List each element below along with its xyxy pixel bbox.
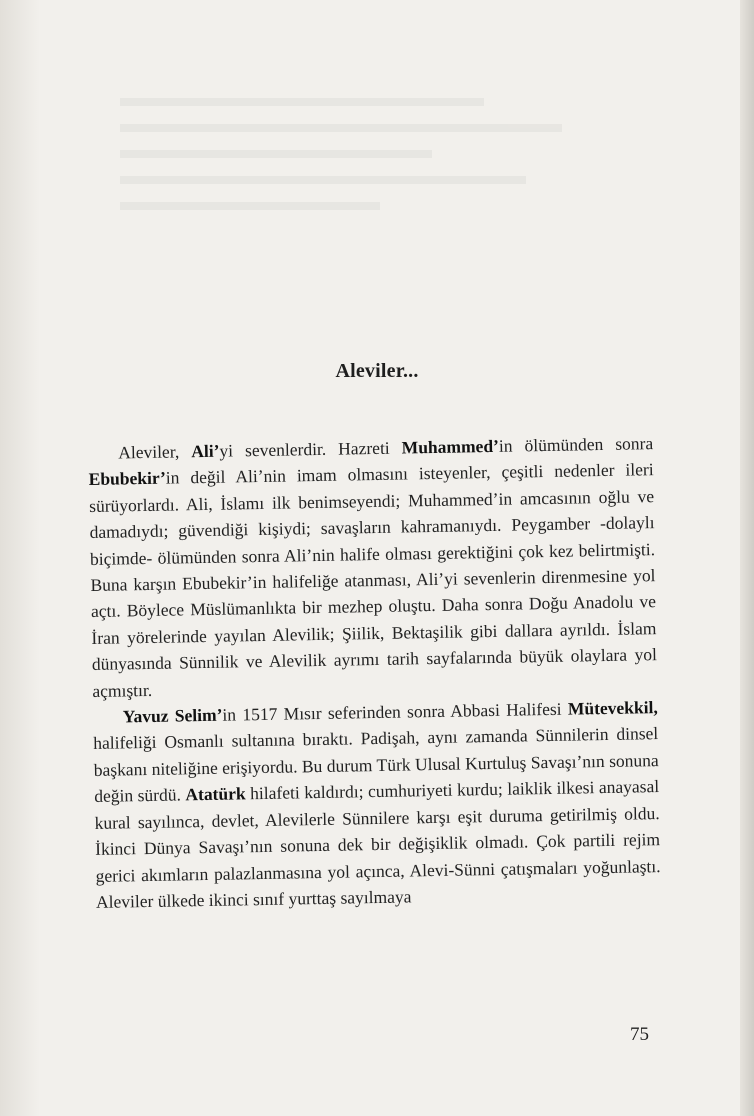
text-span: yi sevenlerdir. Hazreti xyxy=(219,437,402,461)
body-text xyxy=(88,430,661,915)
text-span: halifeliği Osmanlı sultanına bıraktı. Padişah, aynı zamanda Sünnilerin dinsel başkanı niteliğine erişiyordu. Bu durum Türk Ulusal Kurtuluş Savaşı’nın sonuna değin sürdü. xyxy=(93,723,659,807)
paragraph-1 xyxy=(88,430,658,704)
bold-name-ataturk: Atatürk xyxy=(185,783,246,805)
bold-name-ebubekir: Ebubekir’ xyxy=(88,468,167,490)
show-through-text xyxy=(120,80,640,260)
text-span: in değil Ali’nin imam olmasını isteyenler, çeşitli nedenler ileri sürüyorlardı. Ali, İslamı ilk benimseyendi; Muhammed’in amcasının oğlu ve damadıydı; güvendiği kişiydi; savaşların kahramanıydı. Peygamber -dolaylı biçimde- ölümünden sonra Ali’nin halife olması gerektiğini çok kez belirtmişti. Buna karşın Ebubekir’in halifeliğe atanması, Ali’yi sevenlerin direnmesine yol açtı. Böylece Müslümanlıkta bir mezhep oluştu. Daha sonra Doğu Anadolu ve İran yörelerinde yayılan Alevilik; Şiilik, Bektaşilik gibi dallara ayrıldı. İslam dünyasında Sünnilik ve Alevilik ayrımı tarih sayfalarında büyük olaylara yol açmıştır. xyxy=(88,459,658,701)
text-span: in ölümünden sonra xyxy=(498,433,654,456)
page-number: 75 xyxy=(630,1024,649,1045)
text-span: Aleviler, xyxy=(118,441,192,463)
page-edge xyxy=(740,0,754,1116)
bold-name-yavuz-selim: Yavuz Selim’ xyxy=(122,704,223,727)
page-gutter-shadow xyxy=(0,0,40,1116)
paragraph-2 xyxy=(93,694,662,915)
text-span: in 1517 Mısır seferinden sonra Abbasi Halifesi xyxy=(222,698,569,725)
bold-name-ali: Ali’ xyxy=(191,440,220,462)
bold-name-muhammed: Muhammed’ xyxy=(401,435,500,458)
chapter-title: Aleviler... xyxy=(335,360,419,382)
text-span: hilafeti kaldırdı; cumhuriyeti kurdu; laiklik ilkesi anayasal kural sayılınca, devlet, Alevilerle Sünnilere karşı eşit duruma getirilmiş oldu. İkinci Dünya Savaşı’nın sonuna dek bir değişiklik olmadı. Çok partili rejim gerici akımların palazlanmasına yol açınca, Alevi-Sünni çatışmaları yoğunlaştı. Aleviler ülkede ikinci sınıf yurttaş sayılmaya xyxy=(94,776,661,912)
bold-name-mutevekkil: Mütevekkil, xyxy=(567,697,658,719)
